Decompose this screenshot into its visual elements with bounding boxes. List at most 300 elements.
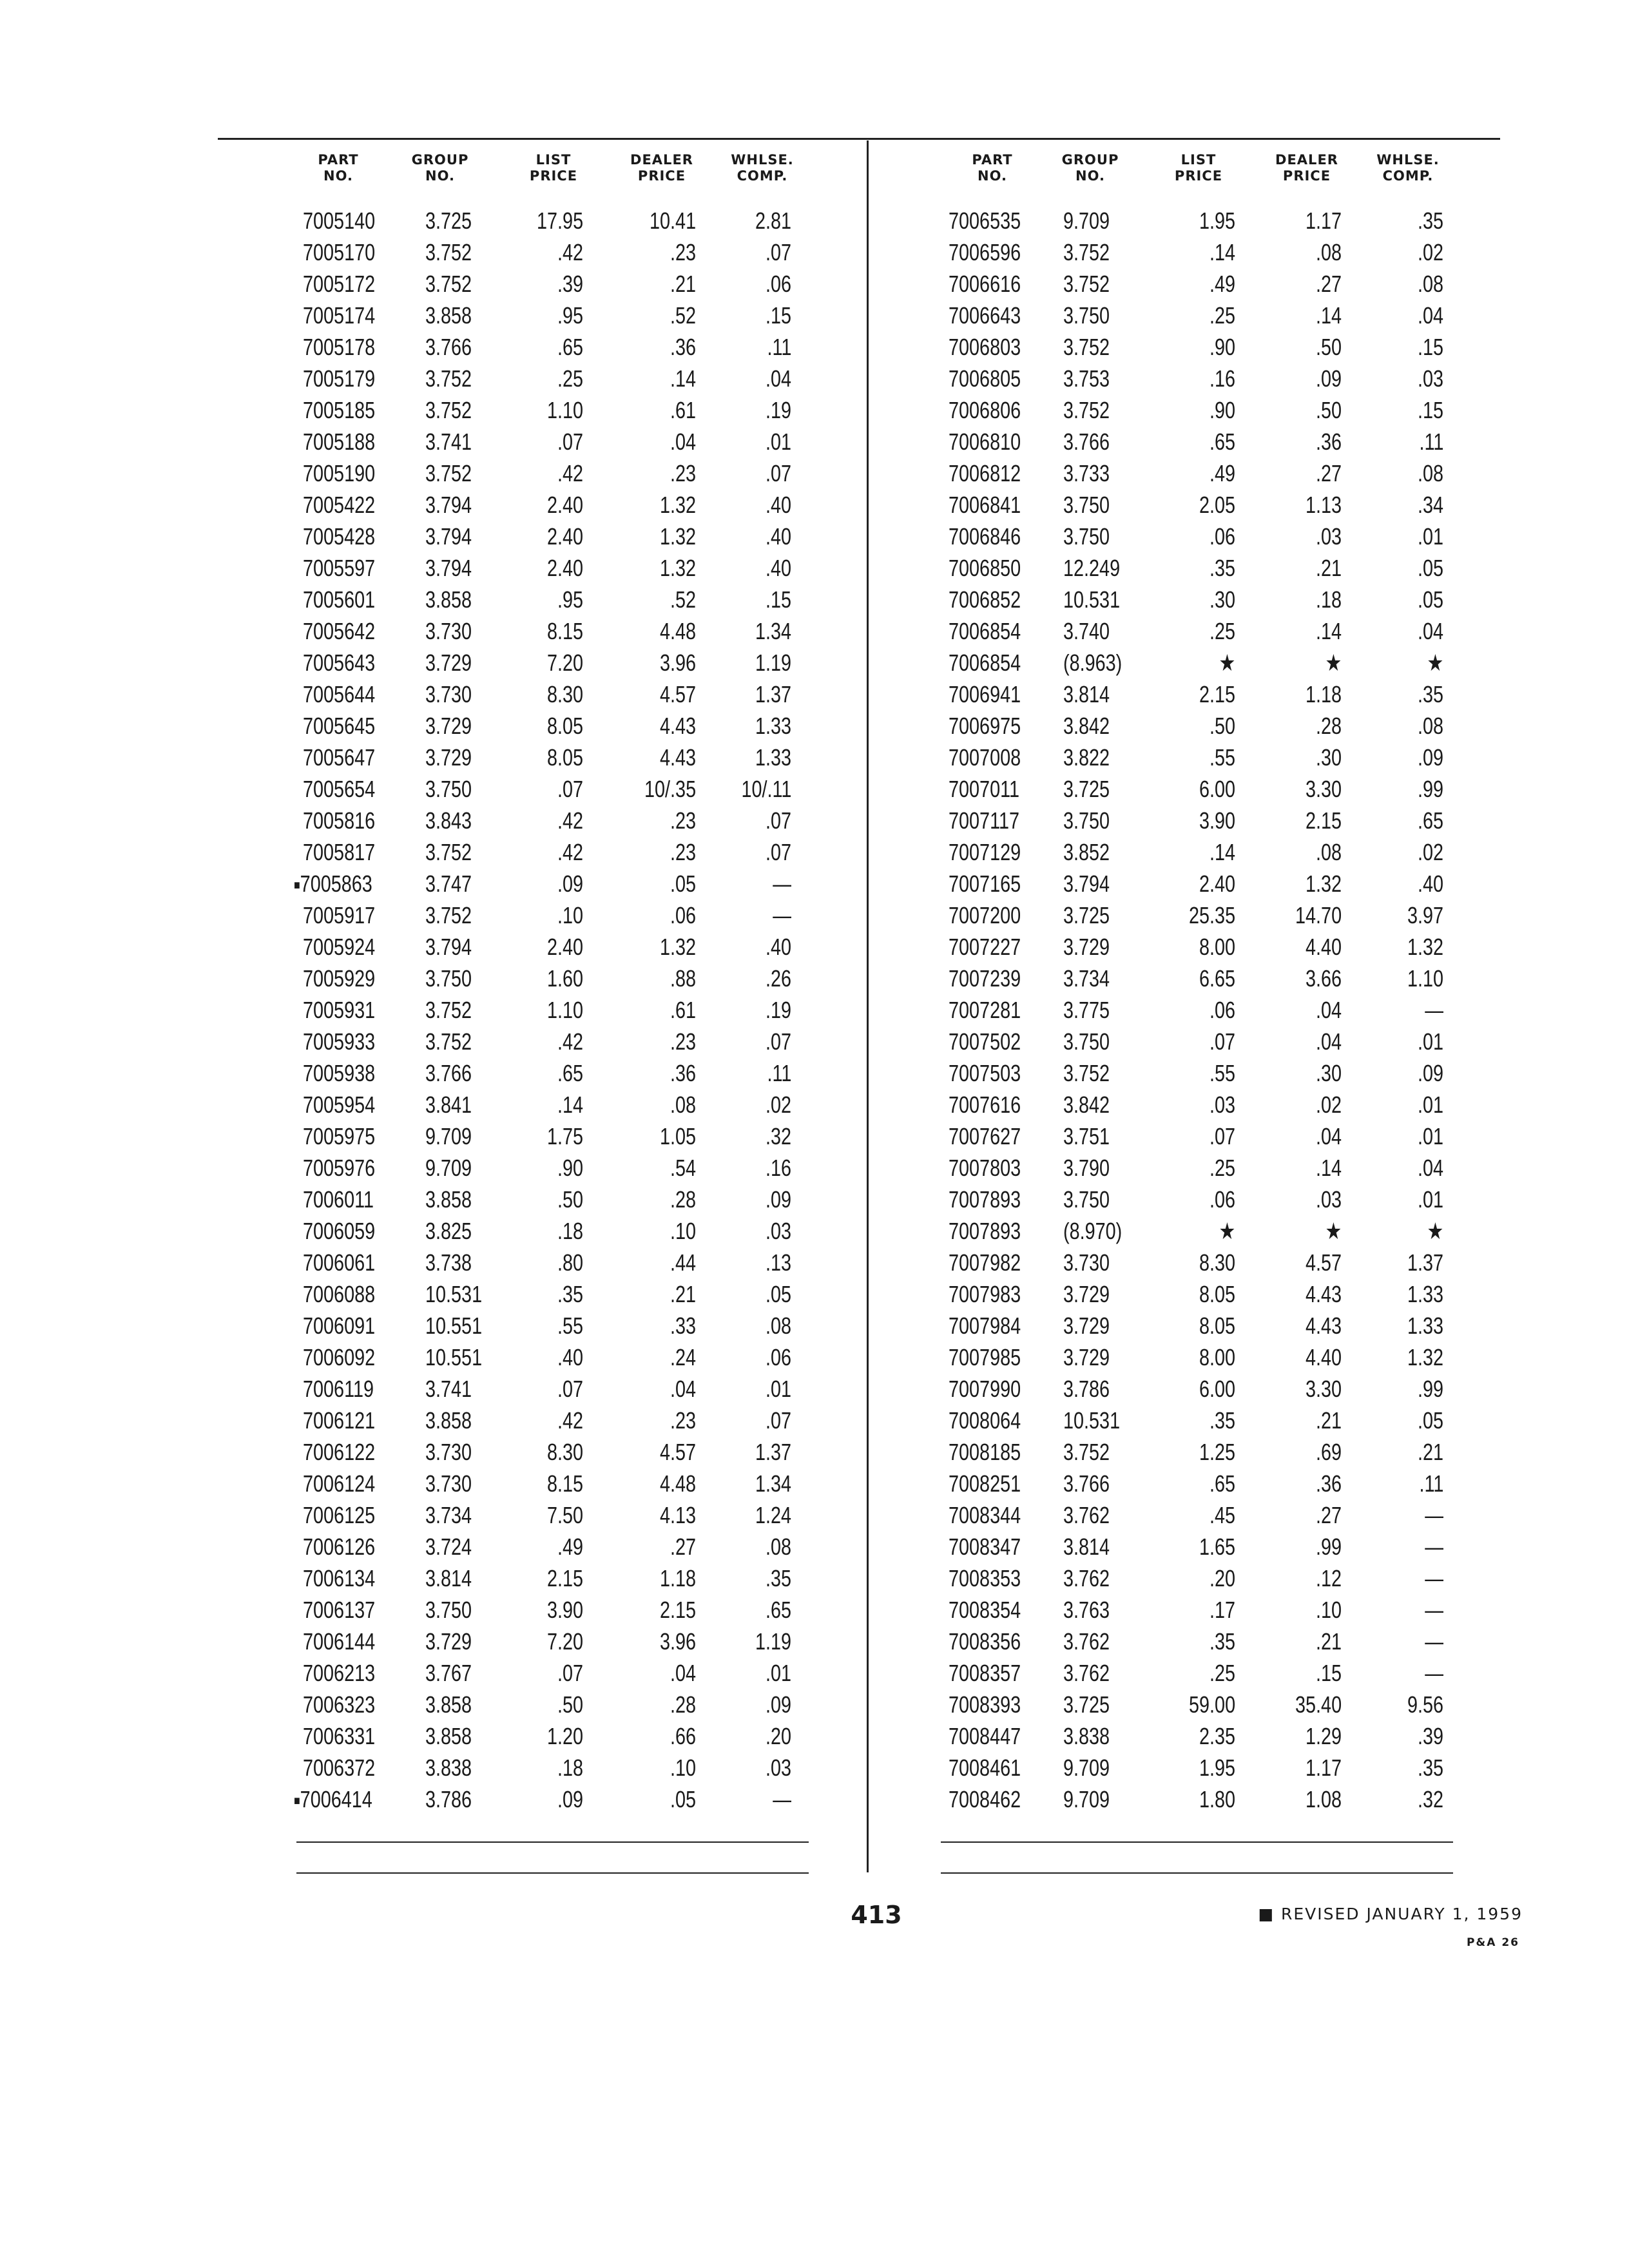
left-header-row (284, 152, 851, 197)
table-row (936, 1026, 1503, 1057)
cell-group: 3.752 (1063, 397, 1110, 423)
cell-whlse: .01 (1417, 1123, 1443, 1149)
cell-part: 7005170 (303, 239, 376, 265)
cell-dealer: 4.43 (659, 744, 696, 771)
left-rows (284, 205, 851, 1815)
cell-part: 7006805 (949, 365, 1021, 392)
cell-group: 3.729 (425, 713, 472, 739)
cell-group: 3.775 (1063, 997, 1110, 1023)
cell-group: 3.734 (1063, 965, 1110, 992)
cell-dealer: .23 (670, 239, 696, 265)
cell-part (294, 868, 372, 901)
cell-part: 7007117 (949, 807, 1019, 834)
cell-dealer: .27 (670, 1533, 696, 1560)
cell-list: .39 (557, 271, 583, 297)
cell-part: 7006616 (949, 271, 1021, 297)
cell-dealer: .14 (1315, 618, 1342, 644)
cell-dealer: .14 (1315, 302, 1342, 329)
cell-dealer: 10/.35 (644, 776, 696, 802)
cell-dealer: .08 (670, 1091, 696, 1118)
cell-group: 3.752 (425, 239, 472, 265)
table-row (936, 615, 1503, 647)
cell-dealer: .99 (1315, 1533, 1342, 1560)
cell-part: 7006810 (949, 428, 1021, 455)
cell-whlse: .11 (1419, 428, 1443, 455)
cell-group: 3.752 (425, 1028, 472, 1055)
cell-list: 8.05 (546, 744, 583, 771)
cell-part: 7006975 (949, 713, 1021, 739)
cell-dealer: .36 (1315, 428, 1342, 455)
cell-group: 3.752 (425, 839, 472, 865)
table-row (936, 1499, 1503, 1531)
revised-note: ■ REVISED JANUARY 1, 1959 (1258, 1905, 1523, 1923)
cell-list: .42 (557, 807, 583, 834)
page-number: 413 (851, 1901, 902, 1929)
cell-dealer: 1.32 (1305, 870, 1342, 897)
cell-dealer: 4.57 (659, 681, 696, 707)
cell-whlse: — (1425, 1628, 1443, 1655)
table-row (936, 805, 1503, 836)
cell-part: 7007011 (949, 776, 1019, 802)
cell-list: .16 (1209, 365, 1235, 392)
cell-group: 3.724 (425, 1533, 472, 1560)
cell-whlse: .15 (1417, 334, 1443, 360)
cell-group: (8.963) (1063, 649, 1123, 676)
cell-group: 3.752 (1063, 334, 1110, 360)
cell-list: 8.00 (1199, 934, 1235, 960)
cell-dealer: 1.32 (659, 492, 696, 518)
cell-whlse: .01 (1417, 1186, 1443, 1213)
cell-dealer: .69 (1315, 1439, 1342, 1465)
cell-group: 3.750 (425, 965, 472, 992)
table-row (284, 742, 851, 773)
table-row (284, 205, 851, 236)
cell-group: 10.531 (1063, 586, 1121, 613)
cell-group: 3.752 (425, 271, 472, 297)
cell-whlse: — (1425, 1502, 1443, 1528)
cell-group: 9.709 (425, 1123, 472, 1149)
header-part-no: PART NO. (972, 152, 1013, 184)
cell-list: 8.05 (546, 713, 583, 739)
cell-dealer: .04 (670, 428, 696, 455)
table-row (936, 236, 1503, 268)
cell-part: 7005954 (303, 1091, 376, 1118)
cell-list: .06 (1209, 997, 1235, 1023)
table-row (284, 1689, 851, 1720)
cell-part: 7005917 (303, 902, 376, 928)
table-row (284, 1247, 851, 1278)
cell-part: 7005601 (303, 586, 376, 613)
cell-list: .18 (557, 1218, 583, 1244)
cell-whlse: .65 (765, 1597, 791, 1623)
table-row (936, 1057, 1503, 1089)
cell-group: 12.249 (1063, 555, 1121, 581)
header-group-no: GROUP NO. (411, 152, 469, 184)
cell-whlse: 1.10 (1407, 965, 1443, 992)
cell-list: 3.90 (1199, 807, 1235, 834)
cell-whlse: .01 (765, 1376, 791, 1402)
cell-part: 7006121 (303, 1407, 376, 1434)
table-row (936, 1310, 1503, 1341)
cell-part: 7006806 (949, 397, 1021, 423)
cell-list: 8.30 (546, 681, 583, 707)
cell-whlse: .34 (1417, 492, 1443, 518)
cell-whlse: .06 (765, 1344, 791, 1370)
cell-list: .42 (557, 239, 583, 265)
table-row (284, 1468, 851, 1499)
cell-whlse: .07 (765, 1407, 791, 1434)
cell-dealer: 10.41 (649, 207, 696, 234)
table-row (936, 521, 1503, 552)
cell-list: .14 (557, 1091, 583, 1118)
cell-group: 3.842 (1063, 1091, 1110, 1118)
cell-group: 3.725 (425, 207, 472, 234)
cell-dealer: .04 (1315, 1123, 1342, 1149)
table-row (284, 1405, 851, 1436)
cell-list: 8.15 (546, 1470, 583, 1497)
cell-dealer: .18 (1315, 586, 1342, 613)
cell-whlse: .04 (1417, 618, 1443, 644)
cell-list: .06 (1209, 523, 1235, 550)
table-row (284, 1089, 851, 1120)
table-row (284, 1657, 851, 1689)
section-code: P&A 26 (1466, 1936, 1519, 1949)
cell-dealer: .23 (670, 1028, 696, 1055)
cell-group: 9.709 (1063, 1786, 1110, 1812)
cell-group: 9.709 (1063, 1754, 1110, 1781)
cell-whlse: .35 (765, 1565, 791, 1591)
cell-whlse: .01 (1417, 1028, 1443, 1055)
header-whlse-comp: WHLSE. COMP. (731, 152, 794, 184)
cell-group: 3.762 (1063, 1565, 1110, 1591)
table-row (284, 1720, 851, 1752)
cell-dealer: .05 (670, 1786, 696, 1812)
cell-part: 7006144 (303, 1628, 376, 1655)
cell-list: .06 (1209, 1186, 1235, 1213)
cell-part: 7006535 (949, 207, 1021, 234)
cell-dealer: 2.15 (1305, 807, 1342, 834)
cell-whlse: 1.33 (755, 744, 791, 771)
cell-dealer: 1.17 (1305, 1754, 1342, 1781)
cell-dealer: .21 (1315, 1407, 1342, 1434)
table-row (936, 1373, 1503, 1405)
cell-whlse: .02 (765, 1091, 791, 1118)
cell-group: 3.790 (1063, 1155, 1110, 1181)
cell-whlse: 10/.11 (741, 776, 791, 802)
cell-list: .07 (1209, 1123, 1235, 1149)
cell-group: (8.970) (1063, 1218, 1123, 1244)
cell-part: 7008462 (949, 1786, 1021, 1812)
cell-part: 7007129 (949, 839, 1021, 865)
cell-part: 7006092 (303, 1344, 376, 1370)
cell-dealer: .88 (670, 965, 696, 992)
cell-list: 1.75 (546, 1123, 583, 1149)
cell-part: 7007502 (949, 1028, 1021, 1055)
cell-group: 3.767 (425, 1660, 472, 1686)
cell-group: 3.852 (1063, 839, 1110, 865)
cell-part: 7005817 (303, 839, 376, 865)
cell-dealer: 3.96 (659, 1628, 696, 1655)
cell-part: 7007227 (949, 934, 1021, 960)
cell-dealer: .36 (670, 334, 696, 360)
cell-dealer: .10 (670, 1218, 696, 1244)
cell-list: .90 (1209, 397, 1235, 423)
cell-list: 2.40 (546, 555, 583, 581)
cell-part: 7006852 (949, 586, 1021, 613)
cell-list: .35 (1209, 1407, 1235, 1434)
cell-part: 7008447 (949, 1723, 1021, 1749)
table-row (284, 331, 851, 363)
cell-list: 1.10 (546, 397, 583, 423)
cell-part: 7006137 (303, 1597, 376, 1623)
table-row (936, 489, 1503, 521)
cell-part: 7006850 (949, 555, 1021, 581)
cell-list: .17 (1209, 1597, 1235, 1623)
cell-whlse: .40 (765, 492, 791, 518)
cell-part: 7006134 (303, 1565, 376, 1591)
cell-whlse: .32 (1417, 1786, 1443, 1812)
part-number: 7005863 (300, 870, 372, 897)
table-row (936, 1752, 1503, 1783)
cell-whlse: .04 (1417, 302, 1443, 329)
cell-group: 3.729 (1063, 1281, 1110, 1307)
cell-list: ★ (1219, 1218, 1235, 1244)
cell-dealer: 1.32 (659, 934, 696, 960)
center-divider (867, 140, 869, 1872)
cell-list: .09 (557, 870, 583, 897)
cell-list: .42 (557, 1028, 583, 1055)
cell-part: 7008461 (949, 1754, 1021, 1781)
table-row (284, 678, 851, 710)
table-row (284, 1436, 851, 1468)
cell-list: .90 (557, 1155, 583, 1181)
cell-part: 7005172 (303, 271, 376, 297)
cell-whlse: 1.33 (755, 713, 791, 739)
revised-marker: ■ (294, 1793, 300, 1808)
cell-dealer: .06 (670, 902, 696, 928)
cell-group: 3.794 (425, 492, 472, 518)
cell-list: 3.90 (546, 1597, 583, 1623)
table-row (936, 1215, 1503, 1247)
cell-group: 3.750 (425, 1597, 472, 1623)
cell-group: 3.814 (1063, 1533, 1110, 1560)
cell-list: .35 (1209, 1628, 1235, 1655)
cell-group: 3.729 (425, 744, 472, 771)
cell-part: 7005188 (303, 428, 376, 455)
left-bottom-rule-1 (296, 1841, 809, 1843)
cell-dealer: .04 (670, 1660, 696, 1686)
table-row (936, 773, 1503, 805)
cell-list: .42 (557, 1407, 583, 1434)
table-row (284, 1562, 851, 1594)
cell-whlse: .26 (765, 965, 791, 992)
cell-list: .50 (557, 1186, 583, 1213)
cell-list: 2.40 (546, 492, 583, 518)
table-row (284, 1499, 851, 1531)
part-number: 7006414 (300, 1786, 372, 1812)
cell-part: 7006596 (949, 239, 1021, 265)
cell-group: 3.751 (1063, 1123, 1110, 1149)
cell-part: 7007982 (949, 1249, 1021, 1276)
cell-dealer: .30 (1315, 1060, 1342, 1086)
table-row (284, 1120, 851, 1152)
cell-whlse: .07 (765, 1028, 791, 1055)
cell-whlse: .02 (1417, 239, 1443, 265)
table-row (936, 1468, 1503, 1499)
cell-part: 7006846 (949, 523, 1021, 550)
table-row (284, 1310, 851, 1341)
table-row (936, 994, 1503, 1026)
table-row (284, 1626, 851, 1657)
table-row (284, 457, 851, 489)
table-row (936, 678, 1503, 710)
cell-list: .35 (1209, 555, 1235, 581)
cell-list: .07 (557, 1660, 583, 1686)
cell-group: 3.750 (1063, 492, 1110, 518)
cell-list: 17.95 (536, 207, 583, 234)
cell-whlse: 3.97 (1407, 902, 1443, 928)
cell-group: 3.738 (425, 1249, 472, 1276)
table-row (936, 1247, 1503, 1278)
cell-list: .49 (1209, 271, 1235, 297)
cell-dealer: 4.48 (659, 1470, 696, 1497)
cell-group: 3.766 (1063, 428, 1110, 455)
table-row (284, 363, 851, 394)
cell-list: 59.00 (1188, 1691, 1235, 1718)
cell-dealer: .12 (1315, 1565, 1342, 1591)
table-row (936, 963, 1503, 994)
cell-whlse: .15 (765, 302, 791, 329)
cell-dealer: 4.43 (1305, 1281, 1342, 1307)
cell-whlse: .11 (767, 1060, 791, 1086)
cell-dealer: .04 (1315, 1028, 1342, 1055)
cell-dealer: 4.43 (659, 713, 696, 739)
cell-whlse: 1.37 (755, 1439, 791, 1465)
table-row (936, 584, 1503, 615)
cell-list: .65 (557, 334, 583, 360)
cell-whlse: .07 (765, 839, 791, 865)
cell-part: 7006119 (303, 1376, 374, 1402)
cell-whlse: 1.34 (755, 618, 791, 644)
cell-list: 2.35 (1199, 1723, 1235, 1749)
cell-part: 7005924 (303, 934, 376, 960)
cell-part: 7008354 (949, 1597, 1021, 1623)
table-row (936, 1436, 1503, 1468)
cell-list: 7.20 (546, 649, 583, 676)
cell-dealer: 1.29 (1305, 1723, 1342, 1749)
cell-dealer: .27 (1315, 1502, 1342, 1528)
cell-group: 3.825 (425, 1218, 472, 1244)
table-row (936, 331, 1503, 363)
right-bottom-rule-2 (941, 1872, 1453, 1874)
cell-whlse: .01 (765, 428, 791, 455)
table-row (284, 552, 851, 584)
cell-whlse: .21 (1417, 1439, 1443, 1465)
cell-group: 3.752 (1063, 1439, 1110, 1465)
cell-dealer: .27 (1315, 460, 1342, 486)
cell-group: 3.762 (1063, 1628, 1110, 1655)
cell-list: .40 (557, 1344, 583, 1370)
table-row (936, 742, 1503, 773)
cell-whlse: .13 (765, 1249, 791, 1276)
cell-whlse: .09 (765, 1691, 791, 1718)
table-row (936, 1531, 1503, 1562)
table-row (936, 1657, 1503, 1689)
cell-list: .25 (1209, 302, 1235, 329)
cell-list: .65 (1209, 1470, 1235, 1497)
cell-group: 3.729 (1063, 1344, 1110, 1370)
cell-group: 3.750 (1063, 302, 1110, 329)
cell-group: 3.730 (425, 1439, 472, 1465)
cell-group: 3.729 (425, 1628, 472, 1655)
cell-whlse: 1.19 (755, 1628, 791, 1655)
header-dealer-price: DEALER PRICE (630, 152, 693, 184)
cell-group: 3.766 (425, 334, 472, 360)
cell-dealer: .50 (1315, 334, 1342, 360)
cell-list: 1.95 (1199, 1754, 1235, 1781)
cell-list: 8.00 (1199, 1344, 1235, 1370)
cell-group: 3.858 (425, 302, 472, 329)
cell-list: .09 (557, 1786, 583, 1812)
cell-list: .55 (557, 1312, 583, 1339)
cell-part: 7006059 (303, 1218, 376, 1244)
table-row (936, 394, 1503, 426)
cell-list: .95 (557, 302, 583, 329)
cell-whlse: .15 (765, 586, 791, 613)
cell-part: 7006323 (303, 1691, 376, 1718)
table-row (284, 710, 851, 742)
cell-dealer: .05 (670, 870, 696, 897)
cell-part: 7005179 (303, 365, 376, 392)
cell-list: 1.10 (546, 997, 583, 1023)
cell-group: 3.794 (425, 523, 472, 550)
cell-whlse: 1.37 (755, 681, 791, 707)
cell-part: 7007165 (949, 870, 1021, 897)
cell-list: .25 (1209, 618, 1235, 644)
cell-part: 7007239 (949, 965, 1021, 992)
table-row (284, 805, 851, 836)
cell-dealer: .28 (670, 1691, 696, 1718)
cell-part: 7005428 (303, 523, 376, 550)
cell-list: .20 (1209, 1565, 1235, 1591)
cell-whlse: .09 (1417, 1060, 1443, 1086)
cell-whlse: .19 (765, 997, 791, 1023)
cell-part: 7005931 (303, 997, 376, 1023)
cell-part: 7006061 (303, 1249, 376, 1276)
cell-dealer: .14 (1315, 1155, 1342, 1181)
cell-dealer: 4.40 (1305, 934, 1342, 960)
cell-list: 7.50 (546, 1502, 583, 1528)
table-row (284, 994, 851, 1026)
cell-whlse: .02 (1417, 839, 1443, 865)
cell-whlse: .08 (1417, 713, 1443, 739)
cell-dealer: .08 (1315, 839, 1342, 865)
table-row (284, 426, 851, 457)
cell-list: .25 (1209, 1660, 1235, 1686)
cell-group: 3.734 (425, 1502, 472, 1528)
cell-part: 7006124 (303, 1470, 376, 1497)
cell-dealer: .28 (1315, 713, 1342, 739)
table-row (936, 1341, 1503, 1373)
cell-dealer: .44 (670, 1249, 696, 1276)
table-row (936, 1783, 1503, 1815)
cell-whlse: — (773, 1786, 791, 1812)
cell-part: 7007893 (949, 1218, 1021, 1244)
cell-group: 3.730 (1063, 1249, 1110, 1276)
table-row (284, 1184, 851, 1215)
cell-group: 3.752 (425, 365, 472, 392)
cell-whlse: 1.34 (755, 1470, 791, 1497)
